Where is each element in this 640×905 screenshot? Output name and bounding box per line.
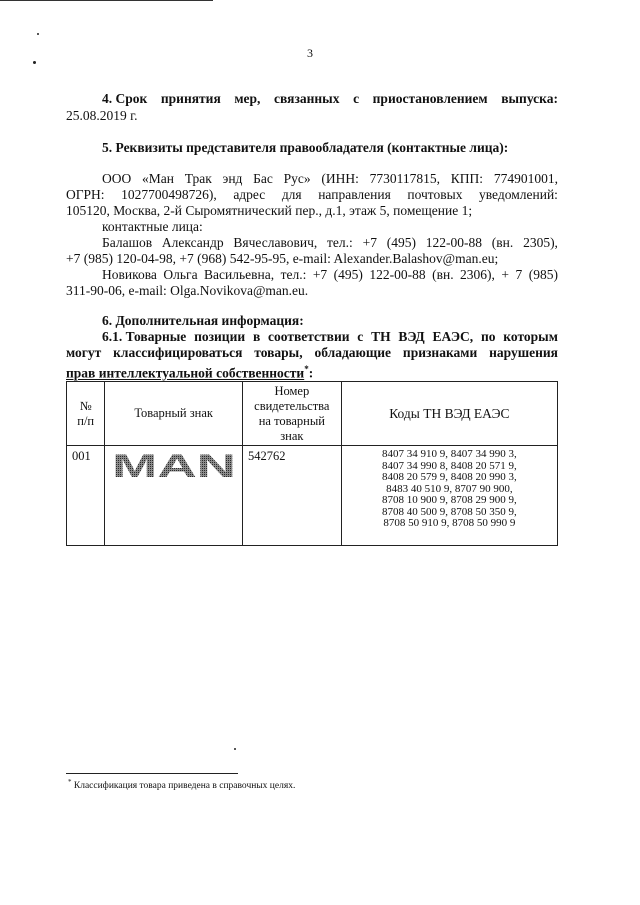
org-word: 1027700498726), xyxy=(121,187,217,202)
codes-cell xyxy=(341,446,557,546)
org-word: для xyxy=(281,187,302,202)
org-word: Рус» xyxy=(283,171,311,186)
sub-word: в xyxy=(252,329,261,344)
footnote-rule xyxy=(66,773,238,774)
header-cert-line: Номер xyxy=(274,383,310,398)
org-word: адрес xyxy=(233,187,266,202)
sub-word: товары, xyxy=(254,345,303,360)
org-word: (ИНН: xyxy=(321,171,359,186)
contact-word: (вн. xyxy=(491,235,514,250)
header-num-line: № xyxy=(79,398,92,413)
section4-word: связанных xyxy=(274,91,340,106)
footnote-mark: * xyxy=(68,778,72,786)
sub-word: по xyxy=(480,329,496,344)
customs-codes-table xyxy=(66,381,558,546)
section5-contacts-label: контактные лица: xyxy=(102,219,203,234)
sub-line3-colon: : xyxy=(308,365,314,381)
code-line: 8407 34 990 8, 8408 20 571 9, xyxy=(381,459,517,472)
header-cert-line: знак xyxy=(280,428,304,443)
org-word: 7730117815, xyxy=(369,171,441,186)
footnote-mark: * xyxy=(304,364,309,374)
section4-word: выпуска: xyxy=(501,91,558,106)
header-codes: Коды ТН ВЭД ЕАЭС xyxy=(341,382,557,446)
code-line: 8408 20 579 9, 8408 20 990 3, xyxy=(381,471,517,483)
org-word: КПП: xyxy=(450,171,484,186)
org-word: почтовых xyxy=(407,187,463,202)
org-word: Бас xyxy=(253,171,273,186)
org-word: уведомлений: xyxy=(479,187,558,202)
scan-speck xyxy=(37,33,39,35)
section4-word: приостановлением xyxy=(372,91,488,106)
contact-word: Вячеславович, xyxy=(233,235,318,250)
man-logo xyxy=(110,452,238,480)
contact-word: Васильевна, xyxy=(204,267,275,282)
section4-date: 25.08.2019 г. xyxy=(66,108,138,123)
sub-word: ТН xyxy=(371,329,391,344)
header-cert-line: свидетельства xyxy=(254,398,330,413)
contact-word: (вн. xyxy=(432,267,454,282)
org-word: ООО xyxy=(102,171,132,186)
header-num-line: п/п xyxy=(77,413,95,428)
header-cert-line: на товарный xyxy=(258,413,325,428)
contact1-line1 xyxy=(102,235,558,251)
contact-word: +7 xyxy=(362,235,377,250)
contact-word: Александр xyxy=(161,235,224,250)
contact1-line2: +7 (985) 120-04-98, +7 (968) 542-95-95, e-mail: Alexander.Balashov@man.eu; xyxy=(66,251,499,266)
section4-word: 4. Срок xyxy=(102,91,148,106)
sub-word: могут xyxy=(66,345,102,360)
sub-line3-text: прав интеллектуальной собственности xyxy=(66,365,305,381)
section5-org-address: 105120, Москва, 2-й Сыромятнический пер., д.1, этаж 5, помещение 1; xyxy=(66,203,473,218)
contact-word: Балашов xyxy=(102,235,153,250)
section6-heading: 6. Дополнительная информация: xyxy=(102,313,304,328)
row-num: 001 xyxy=(67,446,105,546)
contact-word: + xyxy=(501,267,510,282)
contact-word: 7 xyxy=(515,267,523,282)
org-word: направления xyxy=(318,187,391,202)
contact-word: 122-00-88 xyxy=(369,267,426,282)
sub-word: позиции xyxy=(194,329,246,344)
org-word: энд xyxy=(222,171,243,186)
org-word: «Ман xyxy=(142,171,174,186)
section6-sub-line2 xyxy=(66,345,558,361)
section4-line1 xyxy=(102,91,558,107)
section5-org-line2 xyxy=(66,187,558,203)
contact-word: 122-00-88 xyxy=(425,235,483,250)
contact-word: +7 xyxy=(312,267,328,282)
contact-word: (495) xyxy=(386,235,416,250)
sub-word: признаками xyxy=(402,345,478,360)
sub-word: ВЭД xyxy=(398,329,425,344)
section5-heading: 5. Реквизиты представителя правообладателя (контактные лица): xyxy=(102,140,509,155)
scan-speck xyxy=(33,61,36,64)
section5-org-line1 xyxy=(102,171,558,187)
man-logo-text: MAN xyxy=(111,452,236,480)
sub-word: обладающие xyxy=(314,345,392,360)
sub-word: которым xyxy=(503,329,558,344)
contact-word: 2305), xyxy=(523,235,558,250)
org-word: Трак xyxy=(184,171,212,186)
contact-word: тел.: xyxy=(280,267,307,282)
contact-word: 2306), xyxy=(460,267,495,282)
sub-word: ЕАЭС, xyxy=(432,329,474,344)
contact-word: Ольга xyxy=(163,267,198,282)
footnote xyxy=(68,778,295,791)
org-word: ОГРН: xyxy=(66,187,105,202)
code-line: 8708 40 500 9, 8708 50 350 9, xyxy=(381,505,517,518)
trademark-cell xyxy=(105,446,243,546)
section4-word: принятия xyxy=(160,91,221,106)
code-line: 8708 50 910 9, 8708 50 990 9 xyxy=(383,517,516,529)
table-row xyxy=(67,446,558,546)
page-number: 3 xyxy=(307,46,313,60)
contact2-line1 xyxy=(102,267,558,283)
table-header-row xyxy=(67,382,558,446)
code-line: 8708 10 900 9, 8708 29 900 9, xyxy=(381,494,517,506)
contact-word: Новикова xyxy=(102,267,157,282)
sub-word: соответствии xyxy=(268,329,350,344)
contact-word: тел.: xyxy=(327,235,353,250)
org-word: 774901001, xyxy=(493,171,558,186)
code-line: 8407 34 910 9, 8407 34 990 3, xyxy=(381,448,517,460)
header-certificate xyxy=(242,382,341,446)
section4-word: мер, xyxy=(234,91,261,106)
footnote-text: Классификация товара приведена в справочных целях. xyxy=(73,781,296,792)
sub-word: нарушения xyxy=(489,345,558,360)
scan-speck xyxy=(234,748,236,750)
section4-word: с xyxy=(353,91,360,106)
certificate-number: 542762 xyxy=(242,446,341,546)
sub-word: 6.1. Товарные xyxy=(102,329,187,344)
section6-sub-line1 xyxy=(102,329,558,345)
top-edge-rule xyxy=(0,0,213,1)
contact-word: (495) xyxy=(333,267,363,282)
contact-word: (985) xyxy=(528,267,558,282)
header-trademark: Товарный знак xyxy=(105,382,243,446)
code-line: 8483 40 510 9, 8707 90 900, xyxy=(386,482,513,495)
header-num xyxy=(67,382,105,446)
sub-word: классифицироваться xyxy=(113,345,243,360)
sub-word: с xyxy=(357,329,364,344)
section6-sub-line3 xyxy=(66,361,313,382)
contact2-line2: 311-90-06, e-mail: Olga.Novikova@man.eu. xyxy=(66,283,309,298)
